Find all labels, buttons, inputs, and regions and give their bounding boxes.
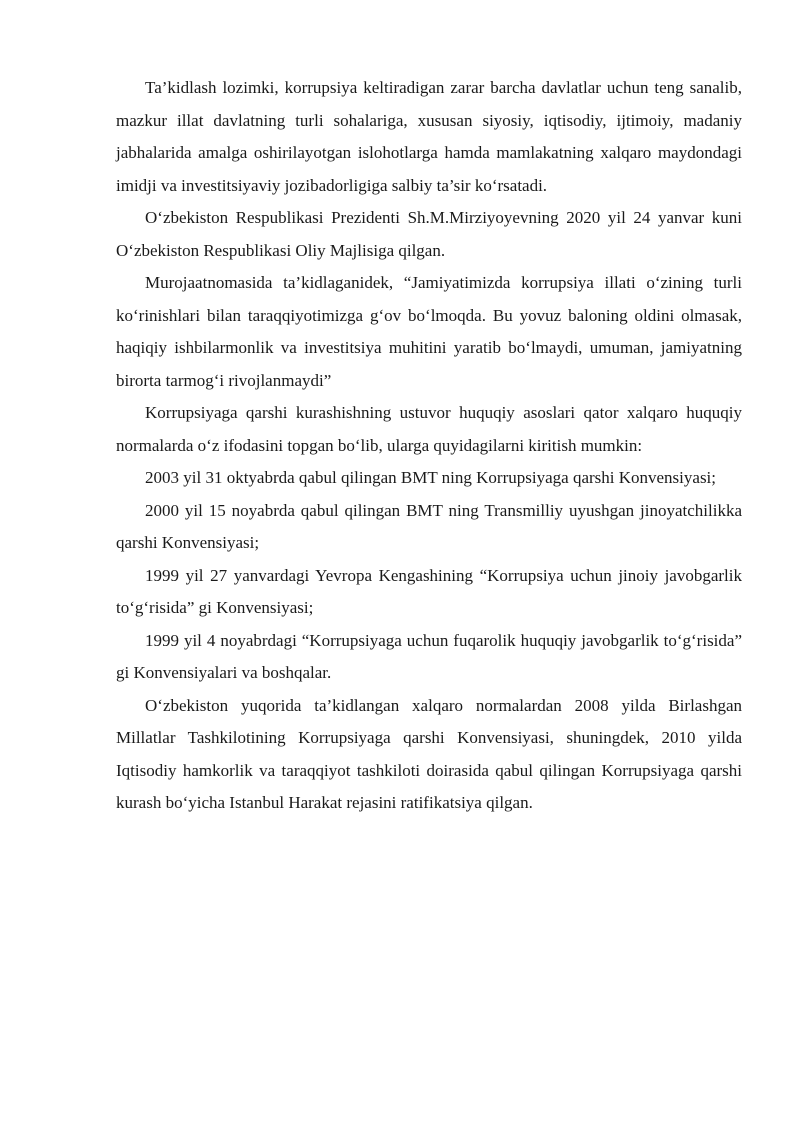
list-item-un-convention-2003: 2003 yil 31 oktyabrda qabul qilingan BMT ning Korrupsiyaga qarshi Konvensiyasi;: [145, 468, 717, 487]
paragraph-legal-foundations: Korrupsiyaga qarshi kurashishning ustuvor huquqiy asoslari qator xalqaro huquqiy normalarda o‘z ifodasini topgan bo‘lib, ularga quyidagilarni kiritish mumkin:: [116, 403, 742, 455]
paragraph-corruption-harm: Ta’kidlash lozimki, korrupsiya keltiradigan zarar barcha davlatlar uchun teng sanalib, mazkur illat davlatning turli sohalariga, xususan siyosiy, iqtisodiy, ijtimoiy, madaniy jabhalarida amalga oshirilayotgan islohotlarga hamda mamlakatning xalqaro maydondagi imidji va investitsiyaviy jozibadorligiga salbiy ta’sir ko‘rsatadi.: [116, 78, 742, 195]
document-body: [116, 72, 742, 820]
list-item-council-europe-civil-1999: 1999 yil 4 noyabrdagi “Korrupsiyaga uchun fuqarolik huquqiy javobgarlik to‘g‘risida” gi Konvensiyalari va boshqalar.: [116, 630, 742, 682]
paragraph-address-quote: Murojaatnomasida ta’kidlaganidek, “Jamiyatimizda korrupsiya illati o‘zining turli ko‘rinishlari bilan taraqqiyotimizga g‘ov bo‘lmoqda. Bu yovuz baloning oldini olmasak, haqiqiy ishbilarmonlik va investitsiya muhitini yaratib bo‘lmaydi, umuman, jamiyatning birorta tarmog‘i rivojlanmaydi”: [116, 273, 742, 390]
list-item-un-convention-2000: 2000 yil 15 noyabrda qabul qilingan BMT ning Transmilliy uyushgan jinoyatchilikka qarshi Konvensiyasi;: [116, 500, 742, 552]
list-item-council-europe-criminal-1999: 1999 yil 27 yanvardagi Yevropa Kengashining “Korrupsiya uchun jinoiy javobgarlik to‘g‘risida” gi Konvensiyasi;: [116, 565, 742, 617]
paragraph-president-address: O‘zbekiston Respublikasi Prezidenti Sh.M.Mirziyoyevning 2020 yil 24 yanvar kuni O‘zbekiston Respublikasi Oliy Majlisiga qilgan.: [116, 208, 742, 260]
paragraph-ratification: O‘zbekiston yuqorida ta’kidlangan xalqaro normalardan 2008 yilda Birlashgan Millatlar Tashkilotining Korrupsiyaga qarshi Konvensiyasi, shuningdek, 2010 yilda Iqtisodiy hamkorlik va taraqqiyot tashkiloti doirasida qabul qilingan Korrupsiyaga qarshi kurash bo‘yicha Istanbul Harakat rejasini ratifikatsiya qilgan.: [116, 695, 742, 812]
